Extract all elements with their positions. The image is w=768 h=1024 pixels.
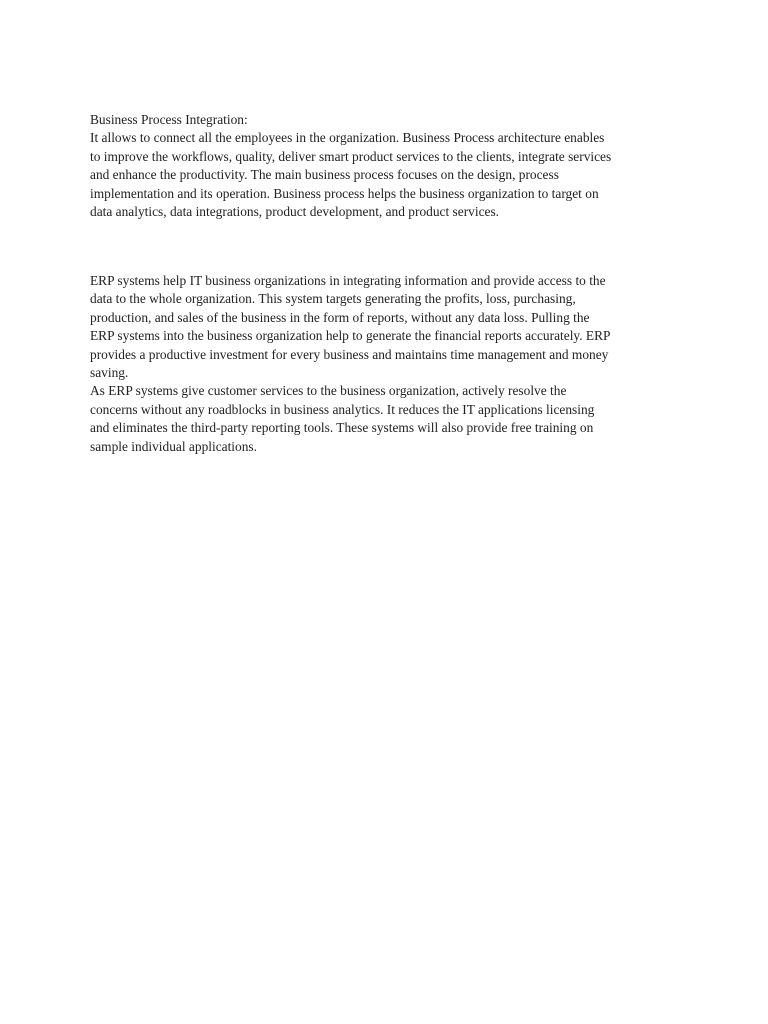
business-process-integration-section bbox=[90, 111, 690, 221]
paragraph-line: and enhance the productivity. The main business process focuses on the design, process bbox=[90, 167, 559, 183]
paragraph-line: data analytics, data integrations, product development, and product services. bbox=[90, 204, 500, 220]
paragraph-line: concerns without any roadblocks in business analytics. It reduces the IT applications licensing bbox=[90, 401, 595, 417]
paragraph-line: It allows to connect all the employees in the organization. Business Process architecture enables bbox=[90, 130, 605, 146]
paragraph-line: and eliminates the third-party reporting tools. These systems will also provide free training on bbox=[90, 420, 594, 436]
paragraph-line: ERP systems help IT business organizations in integrating information and provide access to the bbox=[90, 273, 606, 288]
paragraph-line: data to the whole organization. This system targets generating the profits, loss, purchasing, bbox=[90, 291, 576, 307]
paragraph-line: implementation and its operation. Business process helps the business organization to target on bbox=[90, 185, 599, 201]
paragraph-line: ERP systems into the business organization help to generate the financial reports accurately. ERP bbox=[90, 328, 611, 344]
paragraph-line: As ERP systems give customer services to the business organization, actively resolve the bbox=[90, 383, 567, 399]
paragraph-line: to improve the workflows, quality, deliver smart product services to the clients, integrate services bbox=[90, 148, 612, 164]
paragraph-line: sample individual applications. bbox=[90, 438, 257, 454]
section-heading: Business Process Integration: bbox=[90, 112, 248, 127]
paragraph-line: provides a productive investment for every business and maintains time management and money bbox=[90, 346, 609, 362]
paragraph-line: saving. bbox=[90, 365, 129, 381]
paragraph-line: production, and sales of the business in the form of reports, without any data loss. Pulling the bbox=[90, 309, 590, 325]
erp-systems-section bbox=[90, 272, 690, 456]
